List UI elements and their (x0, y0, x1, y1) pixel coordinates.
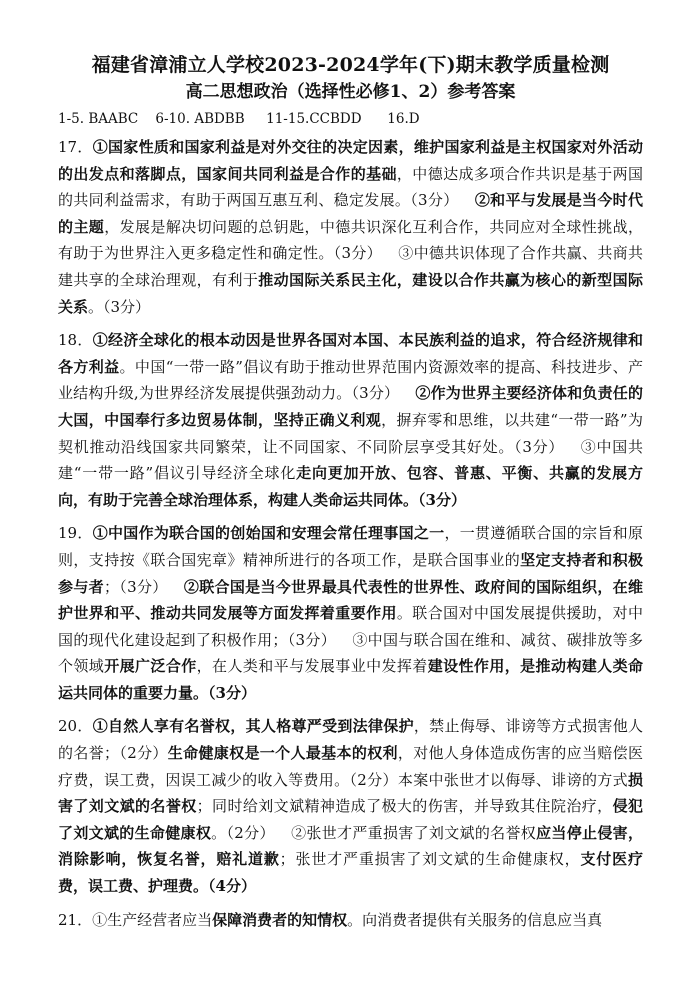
key-point-text: ②作为世界主要经济体和负责任的大国，中国奉行多边贸易体制，坚持正确义利观 (58, 384, 643, 429)
question-answer-19 (58, 520, 643, 706)
question-answer-18 (58, 327, 643, 513)
key-point-text: 侵犯了刘文斌的生命健康权 (58, 797, 643, 842)
document-subtitle: 高二思想政治（选择性必修1、2）参考答案 (185, 82, 516, 102)
key-point-text: ②和平与发展是当今时代的主题 (58, 191, 643, 236)
key-point-text: 支付医疗费，误工费、护理费。（4分） (58, 850, 643, 896)
answer-text: 。中国“一带一路”倡议有助于推动世界范围内资源效率的提高、科技进步、产业结构升级,为世界经济发展提供强劲动力。（3分） (58, 357, 643, 403)
answer-text: ②张世才严重损害了刘文斌的名誉权 (290, 823, 537, 842)
question-number: 19． (58, 524, 93, 543)
question-number: 20． (58, 717, 93, 736)
answer-text: ，一贯遵循联合国的宗旨和原则，支持按《联合国宪章》精神所进行的各项工作，是联合国事业的 (58, 524, 643, 569)
key-point-text: 保障消费者的知情权 (212, 910, 348, 929)
key-point-text: ①中国作为联合国的创始国和安理会常任理事国之一 (92, 524, 445, 543)
answer-text: ，对他人身体造成伤害的应当赔偿医疗费，误工费，因误工减少的收入等费用。（2分）本案中张世才以侮辱、诽谤的方式 (58, 744, 643, 789)
answer-text: ③中国与联合国在维和、减贫、碳排放等多个领域 (58, 630, 643, 676)
answer-text: ，发展是解决切问题的总钥匙，中德共识深化互利合作，共同应对全球性挑战，有助于为世界注入更多稳定性和确定性。（3分） (58, 217, 643, 263)
document-title: 福建省漳浦立人学校2023-2024学年(下)期末教学质量检测 (91, 54, 610, 76)
key-point-text: ①自然人享有名誉权，其人格尊严受到法律保护 (92, 717, 414, 736)
answer-text: ；同时给刘文斌精神造成了极大的伤害，并导致其住院治疗， (196, 797, 613, 816)
key-point-text: 开展广泛合作 (104, 657, 197, 676)
answer-text: ；张世才严重损害了刘文斌的生命健康权， (279, 850, 581, 869)
question-number: 18． (58, 331, 93, 350)
key-point-text: 推动国际关系民主化，建设以合作共赢为核心的新型国际关系 (58, 270, 643, 316)
question-number: 21． (58, 910, 93, 929)
question-answer-20 (58, 713, 643, 899)
answer-text: 。联合国对中国发展提供援助，对中国的现代化建设起到了积极作用；（3分） (58, 604, 643, 649)
key-point-text: ①国家性质和国家利益是对外交往的决定因素，维护国家利益是主权国家对外活动的出发点和落脚点，国家间共同利益是合作的基础 (58, 138, 643, 183)
answer-text: ；（3分） (103, 577, 168, 596)
key-point-text: 建设性作用，是推动构建人类命运共同体的重要力量。（3分） (58, 657, 643, 702)
answer-text: 。向消费者提供有关服务的信息应当真 (347, 910, 603, 929)
question-answer-17 (58, 134, 643, 320)
key-point-text: 应当停止侵害，消除影响，恢复名誉，赔礼道歉 (58, 823, 643, 869)
answer-text: ③中国共建“一带一路”倡议引导经济全球化 (58, 437, 643, 483)
key-point-text: 损害了刘文斌的名誉权 (58, 770, 643, 816)
key-point-text: ①经济全球化的根本动因是世界各国对本国、本民族利益的追求，符合经济规律和各方利益 (58, 331, 643, 376)
key-point-text: 走向更加开放、包容、普惠、平衡、共赢的发展方向，有助于完善全球治理体系，构建人类命运共同体。（3分） (58, 464, 643, 509)
answer-text: ①生产经营者应当 (92, 910, 213, 929)
choice-answers-line: 1-5. BAABC 6-10. ABDBB 11-15.CCBDD 16.D (58, 111, 420, 127)
key-point-text: 坚定支持者和积极参与者 (58, 550, 643, 596)
question-answer-21 (58, 907, 643, 934)
answer-text: ③中德共识体现了合作共赢、共商共建共享的全球治理观，有利于 (58, 244, 643, 289)
key-point-text: 生命健康权是一个人最基本的权利 (167, 744, 398, 763)
answer-text: ，摒弃零和思维，以共建“一带一路”为契机推动沿线国家共同繁荣，让不同国家、不同阶层享受其好处。（3分） (58, 410, 643, 456)
key-point-text: ②联合国是当今世界最具代表性的世界性、政府间的国际组织，在维护世界和平、推动共同发展等方面发挥着重要作用 (58, 577, 643, 623)
answer-text: ，禁止侮辱、诽谤等方式损害他人的名誉；（2分） (58, 717, 643, 763)
answer-text: 。（2分） (211, 823, 275, 842)
answer-text: 。（3分） (88, 297, 151, 316)
questions-section (58, 134, 643, 933)
question-number: 17． (58, 138, 93, 156)
answer-text: ，中德达成多项合作共识是基于两国的共同利益需求，有助于两国互惠互利、稳定发展。（3分） (58, 164, 643, 210)
answer-text: ，在人类和平与发展事业中发挥着 (196, 657, 428, 676)
